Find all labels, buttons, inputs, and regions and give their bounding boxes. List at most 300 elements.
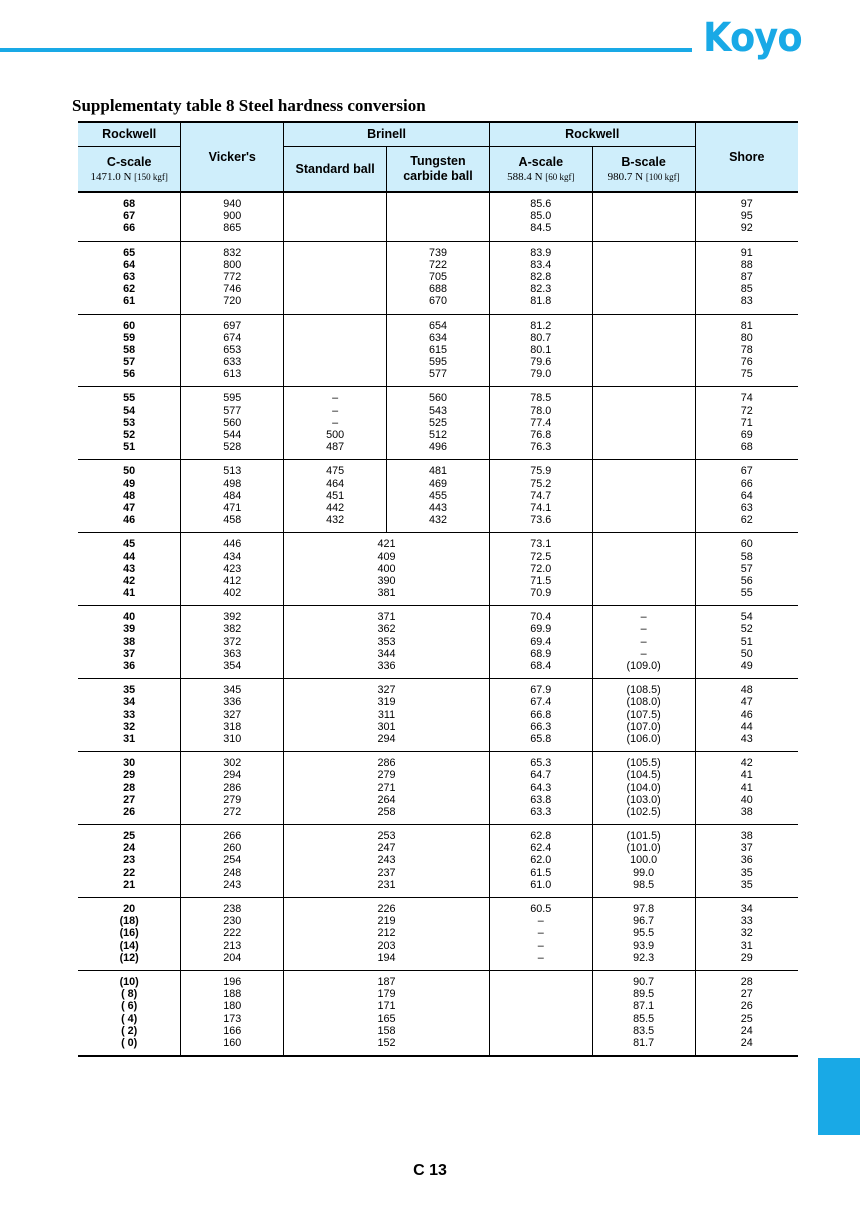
cell-value: 83 [740,295,753,308]
header-b-scale [592,147,695,193]
cell-value: 595 [428,356,447,369]
cell-value: 69.9 [530,623,552,636]
cell-value: 392 [223,611,242,624]
cell-value: 90.7 [633,975,655,988]
cell-value: 30 [123,757,136,770]
cell-value: (104.0) [626,781,661,794]
cell-value: 353 [377,635,396,648]
cell-value: 54 [123,404,136,417]
cell-value: 23 [123,854,136,867]
rockwell-c-cell [78,752,181,825]
table-row [78,314,798,387]
cell-value: 21 [123,878,136,891]
rockwell-b-cell [592,460,695,533]
cell-value: 83.9 [530,246,552,259]
cell-value: – [332,392,339,405]
cell-value: 160 [223,1036,242,1049]
cell-value: 35 [123,684,136,697]
brinell-standard-cell [284,241,387,314]
cell-value: 62 [123,283,136,296]
cell-value: 95 [740,210,753,223]
table-row [78,679,798,752]
cell-value: (16) [119,927,139,940]
cell-value: 42 [123,574,136,587]
cell-value: 58 [740,550,753,563]
table-row [78,533,798,606]
cell-value: 65 [123,246,136,259]
cell-value: – [640,623,647,636]
shore-cell [695,825,798,898]
cell-value: 75.2 [530,477,552,490]
cell-value: 80.7 [530,331,552,344]
table-body [78,192,798,1056]
cell-value: 79.6 [530,356,552,369]
cell-value: 496 [428,441,447,454]
c-scale-load: 1471.0 N [150 kgf] [90,170,168,183]
header-rockwell-c-group: Rockwell [78,122,181,147]
rockwell-b-cell [592,606,695,679]
cell-value: 44 [123,550,136,563]
cell-value: 44 [740,720,753,733]
cell-value: 70.4 [530,611,552,624]
table-title: Supplementaty table 8 Steel hardness conversion [72,96,426,115]
cell-value: 544 [223,429,242,441]
header-tungsten-carbide-ball: Tungsten carbide ball [387,147,490,193]
section-tab [818,1058,860,1135]
cell-value: 60 [123,319,136,332]
cell-value: 188 [223,988,242,1001]
cell-value: 654 [428,319,447,332]
cell-value: 52 [123,429,136,441]
vickers-cell [181,679,284,752]
cell-value: 772 [223,270,242,283]
rockwell-b-cell [592,679,695,752]
cell-value: 469 [428,477,447,490]
cell-value: (10) [119,975,139,988]
cell-value: 98.5 [633,878,655,891]
cell-value: 37 [740,842,753,855]
cell-value: 83.5 [633,1024,655,1037]
rockwell-c-cell [78,314,181,387]
cell-value: 238 [223,903,242,915]
cell-value: 68.4 [530,660,552,672]
cell-value: 40 [123,611,136,624]
cell-value: 43 [123,562,136,575]
cell-value: 613 [223,368,242,381]
cell-value: 63.8 [530,793,552,806]
cell-value: 409 [377,550,396,563]
cell-value: 487 [326,441,345,454]
cell-value: 412 [223,574,242,587]
rockwell-b-cell [592,752,695,825]
rockwell-a-cell [489,192,592,241]
cell-value: 87 [740,270,753,283]
vickers-cell [181,192,284,241]
rockwell-a-cell [489,606,592,679]
cell-value: 595 [223,392,242,405]
cell-value: 560 [428,392,447,405]
cell-value: 179 [377,988,396,1001]
vickers-cell [181,825,284,898]
cell-value: 72.5 [530,550,552,563]
cell-value: 286 [377,757,396,770]
rockwell-b-cell [592,387,695,460]
cell-value: 83.4 [530,258,552,271]
brinell-standard-cell [284,460,387,533]
cell-value: 53 [123,416,136,429]
cell-value: 61 [123,295,136,308]
cell-value: 62.8 [530,830,552,843]
cell-value: 81.2 [530,319,552,332]
brinell-standard-cell [284,387,387,460]
brinell-cell [284,533,490,606]
cell-value: 69.4 [530,635,552,648]
cell-value: 46 [740,708,753,721]
cell-value: 24 [123,842,136,855]
cell-value: 336 [223,696,242,709]
cell-value: – [332,404,339,417]
cell-value: 279 [377,769,396,782]
cell-value: 46 [123,514,136,527]
header-a-scale [489,147,592,193]
cell-value: (107.5) [626,708,661,721]
cell-value: 247 [377,842,396,855]
brinell-cell [284,606,490,679]
cell-value: 203 [377,939,396,952]
cell-value: 67 [740,465,753,478]
cell-value: (102.5) [626,805,661,818]
vickers-cell [181,460,284,533]
cell-value: (18) [119,915,139,928]
cell-value: 500 [326,429,345,441]
cell-value: 48 [740,684,753,697]
cell-value: 73.1 [530,538,552,551]
cell-value: 81.8 [530,295,552,308]
cell-value: 670 [428,295,447,308]
cell-value: 243 [223,878,242,891]
cell-value: 60.5 [530,903,552,915]
cell-value: 455 [428,489,447,502]
cell-value: 319 [377,696,396,709]
cell-value: 543 [428,404,447,417]
cell-value: 28 [740,975,753,988]
cell-value: 382 [223,623,242,636]
cell-value: 231 [377,878,396,891]
cell-value: 481 [428,465,447,478]
rockwell-b-cell [592,192,695,241]
cell-value: 27 [123,793,136,806]
cell-value: 82.8 [530,270,552,283]
header-rockwell-ab-group: Rockwell [489,122,695,147]
cell-value: 50 [740,647,753,660]
cell-value: (107.0) [626,720,661,733]
cell-value: ( 4) [121,1012,138,1025]
cell-value: 35 [740,878,753,891]
cell-value: 213 [223,939,242,952]
cell-value: (108.5) [626,684,661,697]
cell-value: 26 [740,1000,753,1013]
header-vickers: Vicker's [181,122,284,192]
cell-value: 95.5 [633,927,655,940]
header-standard-ball: Standard ball [284,147,387,193]
cell-value: 697 [223,319,242,332]
vickers-cell [181,970,284,1056]
cell-value: 354 [223,660,242,672]
shore-cell [695,192,798,241]
table-row [78,460,798,533]
shore-cell [695,898,798,971]
cell-value: ( 0) [121,1036,138,1049]
brinell-tungsten-cell [387,387,490,460]
cell-value: 226 [377,903,396,915]
rockwell-a-cell [489,387,592,460]
cell-value: 446 [223,538,242,551]
cell-value: 41 [123,587,136,600]
brinell-cell [284,752,490,825]
cell-value: 63.3 [530,805,552,818]
cell-value: 67.4 [530,696,552,709]
cell-value: 77.4 [530,416,552,429]
cell-value: 74.1 [530,501,552,514]
cell-value: 800 [223,258,242,271]
cell-value: 363 [223,647,242,660]
cell-value: 165 [377,1012,396,1025]
rockwell-c-cell [78,241,181,314]
cell-value: 475 [326,465,345,478]
cell-value: 59 [123,331,136,344]
cell-value: 66 [740,477,753,490]
cell-value: 36 [123,660,136,672]
brinell-tungsten-cell [387,314,490,387]
cell-value: 70.9 [530,587,552,600]
cell-value: 100.0 [630,854,658,867]
cell-value: 498 [223,477,242,490]
cell-value: 29 [740,951,753,964]
cell-value: 72.0 [530,562,552,575]
cell-value: 51 [740,635,753,648]
cell-value: 85.6 [530,198,552,210]
cell-value: 64 [740,489,753,502]
cell-value: 327 [223,708,242,721]
cell-value: 423 [223,562,242,575]
rockwell-a-cell [489,241,592,314]
cell-value: 54 [740,611,753,624]
cell-value: 85.0 [530,210,552,223]
cell-value: 92 [740,222,753,235]
cell-value: 57 [123,356,136,369]
cell-value: – [640,611,647,624]
cell-value: 89.5 [633,988,655,1001]
cell-value: 38 [740,805,753,818]
cell-value: 75 [740,368,753,381]
rockwell-b-cell [592,970,695,1056]
page-number: C 13 [413,1162,447,1179]
cell-value: 82.3 [530,283,552,296]
cell-value: 371 [377,611,396,624]
cell-value: 372 [223,635,242,648]
cell-value: 24 [740,1036,753,1049]
cell-value: 61.0 [530,878,552,891]
cell-value: 222 [223,927,242,940]
cell-value: 258 [377,805,396,818]
cell-value: ( 2) [121,1024,138,1037]
cell-value: 62 [740,514,753,527]
cell-value: 92.3 [633,951,655,964]
vickers-cell [181,387,284,460]
cell-value: 271 [377,781,396,794]
cell-value: 344 [377,647,396,660]
cell-value: 42 [740,757,753,770]
cell-value: 73.6 [530,514,552,527]
cell-value: (101.5) [626,830,661,843]
rockwell-b-cell [592,241,695,314]
cell-value: (104.5) [626,769,661,782]
cell-value: 310 [223,732,242,745]
cell-value: 260 [223,842,242,855]
cell-value: 29 [123,769,136,782]
shore-cell [695,460,798,533]
cell-value: 96.7 [633,915,655,928]
cell-value: 27 [740,988,753,1001]
cell-value: 85 [740,283,753,296]
rockwell-b-cell [592,314,695,387]
cell-value: 38 [123,635,136,648]
rockwell-b-cell [592,825,695,898]
cell-value: ( 6) [121,1000,138,1013]
cell-value: 327 [377,684,396,697]
cell-value: 87.1 [633,1000,655,1013]
cell-value: 266 [223,830,242,843]
table-row [78,606,798,679]
rockwell-c-cell [78,533,181,606]
brinell-cell [284,825,490,898]
cell-value: 66 [123,222,136,235]
cell-value: 633 [223,356,242,369]
header-c-scale [78,147,181,193]
cell-value: 688 [428,283,447,296]
cell-value: 512 [428,429,447,441]
cell-value: 513 [223,465,242,478]
vickers-cell [181,241,284,314]
cell-value: 525 [428,416,447,429]
table-row [78,241,798,314]
a-scale-load: 588.4 N [60 kgf] [507,170,575,183]
cell-value: 243 [377,854,396,867]
cell-value: 900 [223,210,242,223]
vickers-cell [181,533,284,606]
cell-value: 400 [377,562,396,575]
cell-value: 34 [740,903,753,915]
cell-value: ( 8) [121,988,138,1001]
cell-value: 80.1 [530,343,552,356]
cell-value: 451 [326,489,345,502]
cell-value: 93.9 [633,939,655,952]
b-scale-label: B-scale [621,154,666,169]
cell-value: 41 [740,769,753,782]
cell-value: 22 [123,866,136,879]
cell-value: 71 [740,416,753,429]
cell-value: 653 [223,343,242,356]
cell-value: (103.0) [626,793,661,806]
cell-value: 97 [740,198,753,210]
cell-value: 152 [377,1036,396,1049]
cell-value: 88 [740,258,753,271]
cell-value: 65.8 [530,732,552,745]
cell-value: 381 [377,587,396,600]
rockwell-a-cell [489,460,592,533]
cell-value: 577 [428,368,447,381]
cell-value: 362 [377,623,396,636]
cell-value: 63 [123,270,136,283]
brinell-tungsten-cell [387,241,490,314]
cell-value: 674 [223,331,242,344]
brinell-cell [284,898,490,971]
cell-value: 20 [123,903,136,915]
cell-value: 336 [377,660,396,672]
cell-value: 63 [740,501,753,514]
cell-value: 35 [740,866,753,879]
cell-value: (12) [119,951,139,964]
cell-value: 43 [740,732,753,745]
cell-value: 68 [123,198,136,210]
cell-value: – [537,939,544,952]
table-row [78,387,798,460]
rockwell-b-cell [592,533,695,606]
cell-value: 76.3 [530,441,552,454]
table-row [78,898,798,971]
cell-value: – [537,927,544,940]
cell-value: 38 [740,830,753,843]
cell-value: 31 [123,732,136,745]
cell-value: 66.8 [530,708,552,721]
table-row [78,825,798,898]
cell-value: 85.5 [633,1012,655,1025]
cell-value: 25 [123,830,136,843]
rockwell-c-cell [78,679,181,752]
cell-value: 318 [223,720,242,733]
cell-value: (105.5) [626,757,661,770]
cell-value: 33 [740,915,753,928]
cell-value: 204 [223,951,242,964]
cell-value: 248 [223,866,242,879]
b-scale-load: 980.7 N [100 kgf] [607,170,680,183]
brinell-tungsten-cell [387,192,490,241]
cell-value: 78.0 [530,404,552,417]
cell-value: 45 [123,538,136,551]
cell-value: 37 [123,647,136,660]
cell-value: 78.5 [530,392,552,405]
cell-value: 432 [326,514,345,527]
cell-value: 72 [740,404,753,417]
cell-value: 74 [740,392,753,405]
shore-cell [695,533,798,606]
brinell-standard-cell [284,314,387,387]
shore-cell [695,387,798,460]
cell-value: 166 [223,1024,242,1037]
cell-value: 36 [740,854,753,867]
cell-value: – [640,647,647,660]
vickers-cell [181,606,284,679]
cell-value: 52 [740,623,753,636]
cell-value: 47 [123,501,136,514]
cell-value: 64 [123,258,136,271]
rockwell-c-cell [78,970,181,1056]
brinell-tungsten-cell [387,460,490,533]
rockwell-a-cell [489,825,592,898]
rockwell-c-cell [78,460,181,533]
rockwell-a-cell [489,752,592,825]
cell-value: 55 [123,392,136,405]
